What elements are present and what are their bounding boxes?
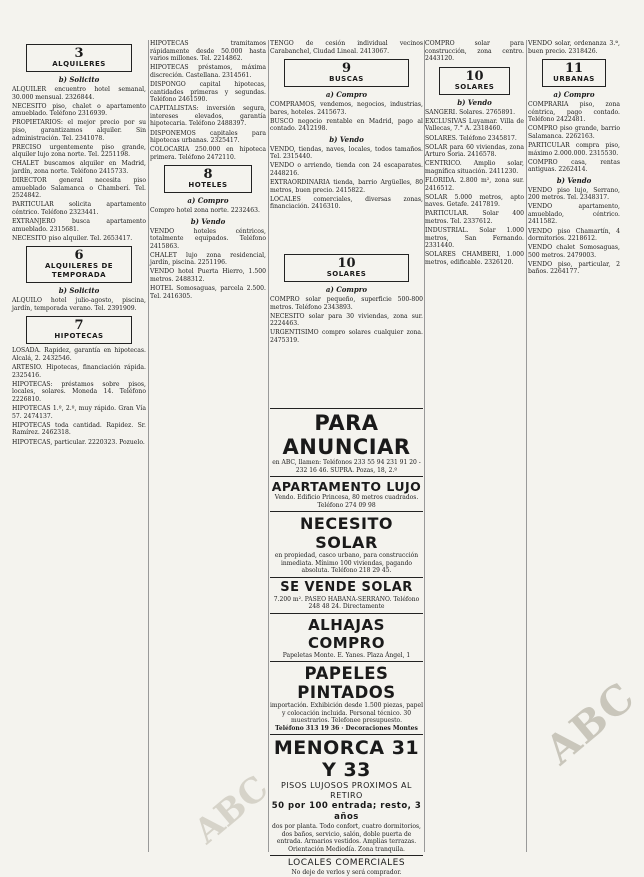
classified-ad: COMPRO casa, rentas antiguas. 2262414. bbox=[528, 158, 620, 174]
column-divider bbox=[526, 40, 527, 852]
classified-ad: CENTRICO. Amplio solar, magnífica situación. 2411230. bbox=[425, 160, 524, 175]
classified-ad: HIPOTECAS 1.º, 2.º, muy rápido. Gran Vía 57. 2474137. bbox=[12, 405, 146, 420]
display-ads bbox=[270, 406, 423, 876]
classified-ad: COMPRO solar para construcción, zona centro. 2443120. bbox=[425, 40, 524, 63]
classified-ad: HOTEL Somosaguas, parcela 2.500. Tel. 2416305. bbox=[150, 285, 266, 300]
classified-ad: COMPRAMOS, vendemos, negocios, industrias, bares, hoteles. 2415673. bbox=[270, 101, 423, 116]
classified-ad: SOLAR para 60 viviendas, zona Arturo Soria. 2416578. bbox=[425, 143, 524, 159]
ad-subheadline: PISOS LUJOSOS PROXIMOS AL RETIRO bbox=[280, 781, 412, 800]
classified-ad: SOLARES CHAMBERI, 1.000 metros, edificable. 2326120. bbox=[425, 251, 524, 266]
section-number: 11 bbox=[564, 61, 584, 77]
ad-offer: 50 por 100 entrada; resto, 3 años bbox=[271, 801, 422, 822]
ad-body: en ABC, llamen: Teléfonos 233 55 94 231 91 20 - 232 16 46. SUPRA. Pozas, 18, 2.º bbox=[272, 459, 421, 474]
ad-contact: Teléfono 313 19 36 · Decoraciones Montes bbox=[275, 724, 418, 732]
subsection-label: a) Compro bbox=[187, 196, 229, 206]
classified-ad: VENDO hotel Puerta Hierro, 1.500 metros. 2488312. bbox=[150, 268, 266, 284]
subsection-label: a) Compro bbox=[325, 285, 368, 294]
ad-body: 7.200 m². PASEO HABANA-SERRANO. Teléfono 248 48 24. Directamente bbox=[273, 595, 420, 610]
section-name: BUSCAS bbox=[329, 75, 364, 84]
divider bbox=[270, 408, 423, 409]
divider bbox=[270, 661, 423, 662]
section-name: URBANAS bbox=[553, 75, 595, 84]
section-number: 10 bbox=[465, 68, 484, 84]
column-2 bbox=[150, 40, 266, 852]
section-name: HOTELES bbox=[188, 181, 228, 190]
section-header-buscas bbox=[284, 59, 409, 87]
classified-ad: TENGO de cesión individual vecinos Carabanchel, Ciudad Lineal. 2413067. bbox=[270, 40, 423, 55]
classified-ad: CHALET buscamos alquiler en Madrid, jardín, zona norte. Teléfono 2415733. bbox=[12, 160, 146, 175]
section-header-hipotecas bbox=[26, 316, 132, 344]
classified-ad: NECESITO piso, chalet o apartamento amueblado. Teléfono 2316939. bbox=[12, 102, 146, 118]
classified-ad: SOLARES. Teléfono 2345817. bbox=[425, 134, 517, 142]
classified-ad: VENDO solar, ordenanza 3.ª, buen precio. 2318426. bbox=[528, 40, 620, 55]
divider bbox=[270, 613, 423, 614]
section-number: 10 bbox=[337, 256, 356, 271]
classified-ad: FLORIDA. 2.800 m², zona sur. 2416512. bbox=[425, 177, 524, 192]
classified-ad: CAPITALISTAS: inversión segura, intereses elevados, garantía hipotecaria. Teléfono 2488397. bbox=[150, 105, 266, 128]
ad-headline: PAPELES PINTADOS bbox=[297, 664, 396, 702]
classified-ad: LOSADA. Rapidez, garantía en hipotecas. Alcalá, 2. 2432546. bbox=[12, 347, 146, 363]
classified-ad: DISPONGO capital hipotecas, cantidades primeras y segundas. Teléfono 2461590. bbox=[150, 80, 266, 104]
classified-ad: PARTICULAR compra piso, máximo 2.000.000. 2315530. bbox=[528, 142, 620, 157]
subsection-label: b) Vendo bbox=[457, 97, 492, 107]
classified-ad: PRECISO urgentemente piso grande, alquiler lujo zona norte. Tel. 2251198. bbox=[12, 143, 146, 159]
classified-ad: DISPONEMOS capitales para hipotecas urbanas. 2325417. bbox=[150, 129, 266, 145]
ad-headline: SE VENDE SOLAR bbox=[280, 579, 413, 595]
classified-ad: INDUSTRIAL. Solar 1.000 metros, San Fernando. 2331440. bbox=[425, 227, 524, 250]
classified-ad: Compro hotel zona norte. 2232463. bbox=[150, 207, 260, 215]
ad-body: importación. Exhibición desde 1.500 piezas, papel y colocación incluida. Personal técnico. 30 muestrarios. Telefonee presupuesto. bbox=[270, 702, 423, 724]
classified-ad: COMPRO piso grande, barrio Salamanca. 2262163. bbox=[528, 125, 620, 141]
classified-ad: DIRECTOR general necesita piso amueblado Salamanca o Chamberí. Tel. 2524842. bbox=[12, 177, 146, 200]
subsection-label: b) Solicito bbox=[58, 75, 100, 84]
classified-ad: EXCLUSIVAS Luyamar. Villa de Vallecas, 7.° A. 2318460. bbox=[425, 117, 524, 133]
classified-ad: VENDO piso Chamartín, 4 dormitorios. 2218612. bbox=[528, 227, 620, 243]
ad-headline: NECESITO SOLAR bbox=[300, 514, 393, 552]
classified-ad: ALQUILER encuentro hotel semanal, 30.000 mensual. 2326844. bbox=[12, 86, 146, 101]
classified-ad: SANGERI. Solares. 2765891. bbox=[425, 108, 516, 116]
column-1 bbox=[12, 40, 146, 852]
classified-ad: COMPRO solar pequeño, superficie 500-800 metros. Teléfono 2343893. bbox=[270, 296, 423, 311]
classified-ad: VENDO apartamento, amueblado, céntrico. 2411582. bbox=[528, 203, 620, 226]
ad-body: Papeletas Monte. E. Yanes. Plaza Ángel, 1 bbox=[282, 651, 411, 659]
divider bbox=[270, 511, 423, 512]
classified-ad: EXTRAORDINARIA tienda, barrio Argüelles, 80 metros, buen precio. 2415822. bbox=[270, 178, 423, 194]
classified-ad: HIPOTECAS préstamos, máxima discreción. Castellana. 2314561. bbox=[150, 64, 266, 79]
ad-body: Vendo. Edificio Princesa, 80 metros cuadrados. Teléfono 274 09 98 bbox=[274, 494, 419, 509]
classified-ad: HIPOTECAS tramitamos rápidamente desde 50.000 hasta varios millones. Tel. 2214862. bbox=[150, 40, 266, 63]
classified-ad: VENDO o arriendo, tienda con 24 escaparates. 2448216. bbox=[270, 162, 423, 177]
divider bbox=[270, 476, 423, 477]
classified-ad: NECESITO piso alquiler. Tel. 2653417. bbox=[12, 234, 133, 242]
classified-ad: PARTICULAR solicita apartamento céntrico. Teléfono 2323441. bbox=[12, 201, 146, 216]
classified-ad: BUSCO negocio rentable en Madrid, pago al contado. 2412198. bbox=[270, 117, 423, 133]
ad-body: No deje de verlos y será comprador. bbox=[291, 869, 402, 876]
classified-ad: LOCALES comerciales, diversas zonas, financiación. 2416310. bbox=[270, 195, 423, 211]
ad-headline: MENORCA 31 Y 33 bbox=[273, 737, 420, 781]
section-name: HIPOTECAS bbox=[54, 332, 104, 341]
section-header-solares-vendo bbox=[439, 67, 510, 95]
section-name: ALQUILERES DE TEMPORADA bbox=[44, 262, 114, 280]
classified-ad: URGENTISIMO compro solares cualquier zona. 2475319. bbox=[270, 329, 423, 344]
ad-body: dos por planta. Todo confort, cuatro dormitorios, dos baños, servicio, salón, doble puerta de entrada. Armarios vestidos. Amplias terrazas. Orientación Mediodía. Zona tranquila. bbox=[272, 823, 421, 853]
section-number: 6 bbox=[74, 248, 84, 264]
section-name: SOLARES bbox=[326, 270, 367, 278]
classified-ad: VENDO chalet Somosaguas, 500 metros. 2479003. bbox=[528, 244, 620, 259]
section-name: ALQUILERES bbox=[52, 60, 106, 68]
column-divider bbox=[148, 40, 149, 852]
column-divider bbox=[268, 40, 269, 852]
classified-ad: PROPIETARIOS: el mejor precio por su piso, garantizamos alquiler. Sin administración. Tel. 2341078. bbox=[12, 119, 146, 142]
divider bbox=[270, 734, 423, 735]
ad-headline: APARTAMENTO LUJO bbox=[271, 479, 422, 494]
section-header-alquileres bbox=[26, 44, 132, 72]
subsection-label: b) Vendo bbox=[190, 216, 226, 226]
classified-ad: EXTRANJERO busca apartamento amueblado. 2315681. bbox=[12, 218, 146, 233]
section-number: 8 bbox=[203, 167, 213, 183]
classified-ad: VENDO, tiendas, naves, locales, todos tamaños. Tel. 2315440. bbox=[270, 145, 423, 161]
divider bbox=[270, 577, 423, 578]
abc-watermark: ABC bbox=[536, 673, 644, 774]
ad-headline: PARA ANUNCIAR bbox=[282, 411, 411, 459]
classified-ad: HIPOTECAS, particular. 2220323. Pozuelo. bbox=[12, 438, 145, 446]
section-number: 7 bbox=[74, 318, 84, 334]
subsection-label: b) Vendo bbox=[329, 134, 364, 144]
subsection-label: a) Compro bbox=[325, 90, 368, 100]
section-header-solares-compro bbox=[284, 254, 409, 282]
classified-ad: HIPOTECAS: préstamos sobre pisos, locales, solares. Moneda 14. Teléfono 2226810. bbox=[12, 380, 146, 404]
classified-ad: SOLAR 5.000 metros, apto naves. Getafe. 2417819. bbox=[425, 193, 524, 209]
ad-headline: LOCALES COMERCIALES bbox=[287, 858, 406, 868]
classified-ad: COMPRARIA piso, zona céntrica, pago contado. Teléfono 2422481. bbox=[528, 101, 620, 124]
ad-headline: ALHAJAS COMPRO bbox=[308, 615, 385, 652]
column-3 bbox=[270, 40, 423, 285]
divider bbox=[270, 855, 423, 856]
classified-ad: NECESITO solar para 30 viviendas, zona sur. 2224463. bbox=[270, 312, 423, 328]
section-number: 9 bbox=[341, 61, 352, 77]
classified-ad: COLOCARIA 250.000 en hipoteca primera. Teléfono 2472110. bbox=[150, 146, 266, 161]
ad-body: en propiedad, casco urbano, para construcción inmediata. Mínimo 100 viviendas, pagando absoluta. Teléfono 218 29 45. bbox=[274, 552, 419, 574]
classified-ad: VENDO piso, particular, 2 baños. 2264177. bbox=[528, 260, 620, 276]
classified-ad: CHALET lujo zona residencial, jardín, piscina. 2251196. bbox=[150, 251, 266, 267]
section-header-urbanas bbox=[542, 59, 606, 87]
classified-ad: VENDO hoteles céntricos, totalmente equipados. Teléfono 2415863. bbox=[150, 227, 266, 250]
section-name: SOLARES bbox=[454, 82, 495, 91]
column-3-solares bbox=[270, 250, 423, 400]
subsection-label: b) Solicito bbox=[58, 286, 100, 296]
classified-ad: VENDO piso lujo, Serrano, 200 metros. Tel. 2348317. bbox=[528, 186, 620, 202]
abc-watermark: ABC bbox=[186, 768, 276, 852]
classified-ad: ARTESIO. Hipotecas, financiación rápida. 2325416. bbox=[12, 364, 146, 379]
column-4 bbox=[425, 40, 524, 852]
subsection-label: b) Vendo bbox=[556, 175, 592, 185]
section-header-hoteles bbox=[164, 165, 252, 193]
section-header-alquileres-temporada bbox=[26, 246, 132, 283]
classified-ad: PARTICULAR. Solar 400 metros. Tel. 2337612. bbox=[425, 210, 524, 225]
classified-ad: HIPOTECAS toda cantidad. Rapidez. Sr. Ramírez. 2462318. bbox=[12, 421, 146, 437]
section-number: 3 bbox=[74, 46, 84, 61]
subsection-label: a) Compro bbox=[553, 90, 595, 100]
classified-ad: ALQUILO hotel julio-agosto, piscina, jardín, temporada verano. Tel. 2391909. bbox=[12, 297, 146, 312]
